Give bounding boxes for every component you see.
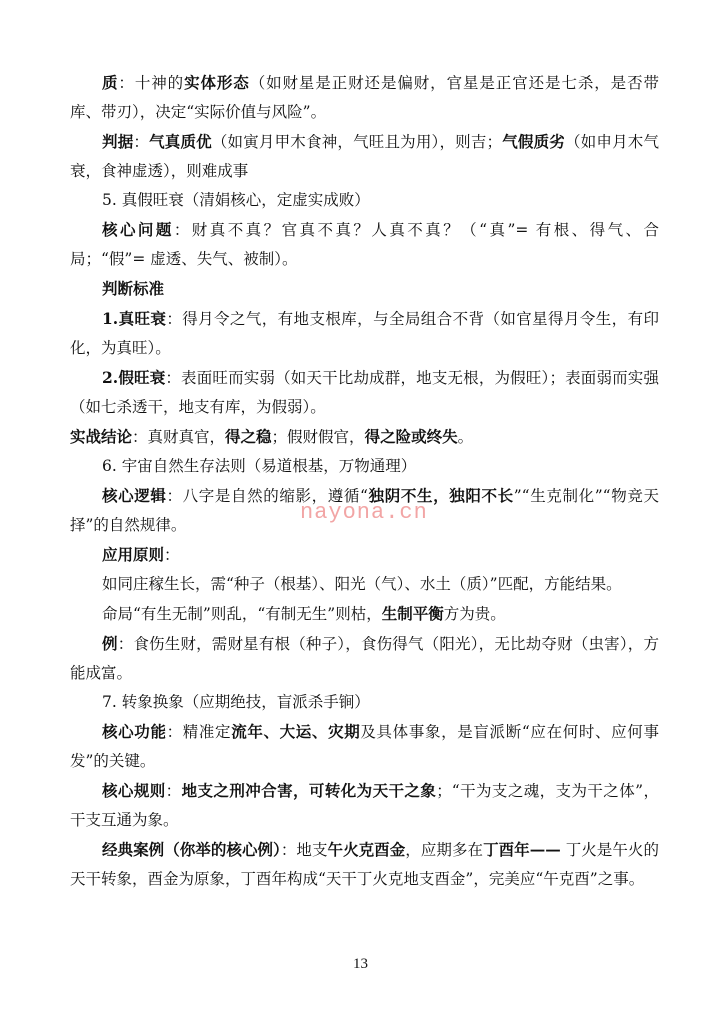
text-run: ：表面旺而实弱（如天干比劫成群，地支无根，为假旺）；表面弱而实强（如七杀透干，地支有库，为假弱）。: [70, 369, 659, 416]
bold-text-run: 判据: [102, 132, 134, 151]
page-body: [70, 68, 659, 894]
text-run: ：十神的: [118, 74, 185, 92]
bold-text-run: 核心规则: [102, 781, 166, 800]
paragraph: [70, 688, 659, 717]
paragraph: [70, 186, 659, 215]
text-run: ：: [164, 546, 180, 564]
bold-text-run: 得之稳: [225, 427, 272, 446]
bold-text-run: 丁酉年——: [483, 840, 561, 859]
text-run: 6. 宇宙自然生存法则（易道根基，万物通理）: [102, 457, 417, 475]
bold-text-run: 生制平衡: [381, 604, 444, 623]
bold-text-run: 经典案例（你举的核心例）: [102, 840, 281, 859]
bold-text-run: 核心功能: [102, 722, 167, 741]
text-run: （如申月木气衰，食神虚透），则难成事: [70, 133, 659, 180]
bold-text-run: 独阴不生，独阳不长: [367, 486, 514, 505]
bold-text-run: 流年、大运、灾期: [231, 722, 361, 741]
paragraph: [70, 422, 659, 452]
page-number: 13: [353, 956, 368, 972]
bold-text-run: 得之险或终失: [364, 427, 458, 446]
paragraph: [70, 599, 659, 629]
text-run: ：财真不真？官真不真？人真不真？（“真”= 有根、得气、合局；“假”= 虚透、失气、被制）。: [70, 221, 659, 268]
text-run: 如同庄稼生长，需“种子（根基）、阳光（气）、水土（质）”匹配，方能结果。: [102, 575, 622, 593]
bold-text-run: 气假质劣: [502, 132, 565, 151]
bold-text-run: 2.假旺衰: [102, 368, 166, 387]
text-run: ”“生克制化”“物竞天择”的自然规律。: [70, 487, 659, 534]
text-run: 5. 真假旺衰（清娟核心，定虚实成败）: [102, 191, 370, 209]
text-run: 方为贵。: [443, 605, 506, 623]
bold-text-run: 核心逻辑: [102, 486, 167, 505]
text-run: ；假财假官，: [271, 428, 365, 446]
paragraph: [70, 776, 659, 835]
paragraph: [70, 835, 659, 894]
text-run: ；“干为支之魂，支为干之体”，干支互通为象。: [70, 782, 659, 829]
paragraph: [70, 274, 659, 304]
bold-text-run: 判断标准: [102, 279, 165, 298]
text-run: ：得月令之气，有地支根库，与全局组合不背（如官星得月令生，有印化，为真旺）。: [70, 310, 659, 357]
bold-text-run: 地支之刑冲合害，可转化为天干之象: [181, 781, 437, 800]
bold-text-run: 例: [102, 634, 118, 653]
paragraph: [70, 570, 659, 599]
paragraph: [70, 127, 659, 186]
text-run: ：食伤生财，需财星有根（种子），食伤得气（阳光），无比劫夺财（虫害），方能成富。: [70, 635, 659, 682]
text-run: 丁火是午火的天干转象，酉金为原象，丁酉年构成“天干丁火克地支酉金”，完美应“午克酉”之事。: [70, 841, 659, 888]
bold-text-run: 质: [102, 73, 119, 92]
paragraph: [70, 215, 659, 274]
paragraph: [70, 540, 659, 570]
bold-text-run: 核心问题: [102, 220, 174, 239]
text-run: （如财星是正财还是偏财，官星是正官还是七杀，是否带库、带刃），决定“实际价值与风险”。: [70, 74, 659, 121]
text-run: ：八字是自然的缩影，遵循“: [166, 487, 368, 505]
bold-text-run: 实战结论: [70, 427, 133, 446]
watermark: nayona.cn: [300, 500, 428, 525]
paragraph: [70, 68, 659, 127]
text-run: 7. 转象换象（应期绝技，盲派杀手锏）: [102, 693, 370, 711]
text-run: 命局“有生无制”则乱，“有制无生”则枯，: [102, 605, 382, 623]
paragraph: [70, 452, 659, 481]
text-run: ，应期多在: [405, 841, 484, 859]
text-run: ：地支: [280, 841, 328, 859]
paragraph: [70, 629, 659, 688]
bold-text-run: 应用原则: [102, 545, 165, 564]
text-run: ：: [133, 133, 150, 151]
paragraph: [70, 304, 659, 363]
bold-text-run: 午火克酉金: [327, 840, 406, 859]
paragraph: [70, 363, 659, 422]
text-run: 。: [457, 428, 474, 446]
text-run: （如寅月甲木食神，气旺且为用），则吉；: [211, 133, 503, 151]
text-run: ：真财真官，: [132, 428, 226, 446]
bold-text-run: 实体形态: [184, 73, 250, 92]
bold-text-run: 气真质优: [149, 132, 212, 151]
bold-text-run: 1.真旺衰: [102, 309, 167, 328]
text-run: ：: [165, 782, 182, 800]
text-run: ：精准定: [166, 723, 232, 741]
text-run: 及具体事象，是盲派断“应在何时、应何事发”的关键。: [70, 723, 659, 770]
paragraph: [70, 717, 659, 776]
